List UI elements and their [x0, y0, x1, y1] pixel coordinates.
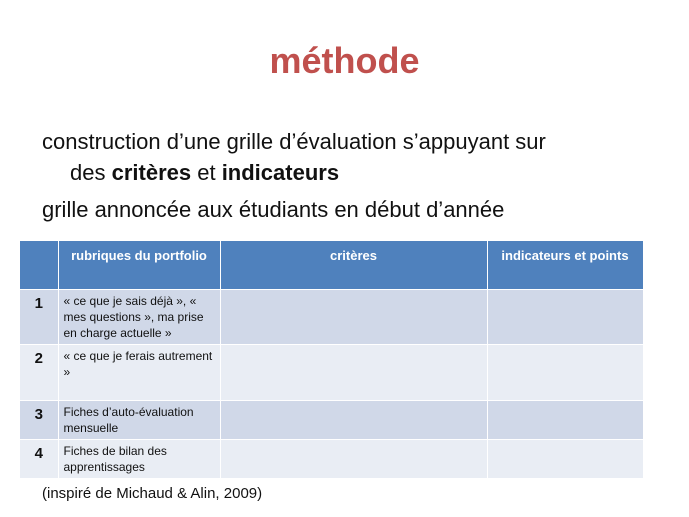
table-row [20, 440, 643, 479]
row-number: 1 [20, 290, 58, 345]
row-indicateurs [487, 401, 643, 440]
footnote-source: (inspiré de Michaud & Alin, 2009) [42, 485, 263, 502]
row-number: 4 [20, 440, 58, 479]
header-criteres: critères [220, 241, 487, 290]
row-indicateurs [487, 290, 643, 345]
row-indicateurs [487, 440, 643, 479]
bullet-1-bold-criteres: critères [111, 160, 192, 185]
row-rubrique: Fiches d’auto-évaluation mensuelle [58, 401, 220, 440]
row-criteres [220, 345, 487, 401]
bullet-1-text-b: et [191, 160, 222, 185]
bullet-1-line-1: construction d’une grille d’évaluation s’appuyant sur [42, 129, 546, 154]
bullet-list [42, 126, 642, 231]
row-criteres [220, 401, 487, 440]
evaluation-grid-table [20, 241, 644, 478]
row-rubrique: Fiches de bilan des apprentissages [58, 440, 220, 479]
header-num [20, 241, 58, 290]
row-criteres [220, 440, 487, 479]
bullet-item-1 [42, 126, 642, 188]
table-row [20, 345, 643, 401]
table-row [20, 290, 643, 345]
header-indicateurs: indicateurs et points [487, 241, 643, 290]
table-header-row [20, 241, 643, 290]
header-rubriques: rubriques du portfolio [58, 241, 220, 290]
row-indicateurs [487, 345, 643, 401]
bullet-1-line-2 [42, 157, 642, 188]
slide-title: méthode [269, 40, 420, 81]
row-rubrique: « ce que je sais déjà », « mes questions », ma prise en charge actuelle » [58, 290, 220, 345]
bullet-1-text-a: des [70, 160, 112, 185]
bullet-1-bold-indicateurs: indicateurs [221, 160, 340, 185]
row-rubrique: « ce que je ferais autrement » [58, 345, 220, 401]
row-number: 3 [20, 401, 58, 440]
row-number: 2 [20, 345, 58, 401]
table-row [20, 401, 643, 440]
row-criteres [220, 290, 487, 345]
bullet-item-2: grille annoncée aux étudiants en début d’année [42, 197, 505, 222]
